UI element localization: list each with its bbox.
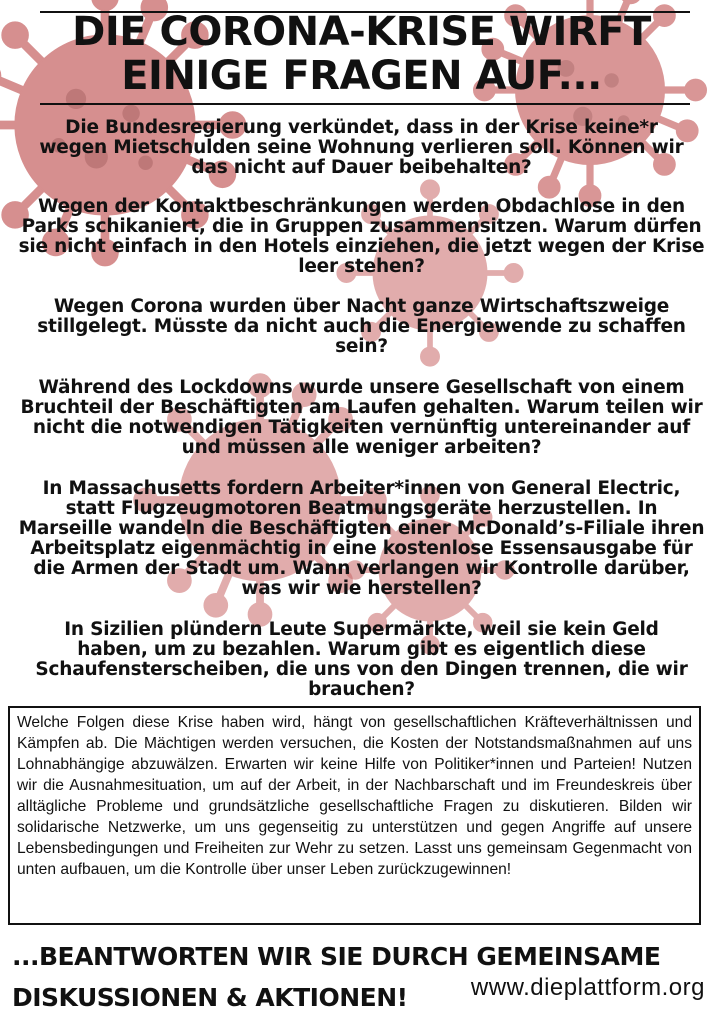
question-paragraph: In Sizilien plündern Leute Supermärkte, weil sie kein Geld haben, um zu bezahlen. Warum gibt es eigentlich diese Schaufensterscheiben, die uns von den Dingen trennen, die wir brauchen? xyxy=(35,619,688,700)
closing-line-2: DISKUSSIONEN & AKTIONEN! xyxy=(12,983,408,1012)
statement-box: Welche Folgen diese Krise haben wird, hängt von gesellschaftlichen Kräfteverhältnissen und Kämpfen ab. Die Mächtigen werden versuchen, die Kosten der Notstandsmaßnahmen auf uns Lohnabhängige abzuwälzen. Erwarten wir keine Hilfe von Politiker*innen und Parteien! Nutzen wir die Ausnahmesituation, um auf der Arbeit, in der Nachbarschaft und im Freundeskreis über alltägliche Probleme und grundsätzliche gesellschaftliche Fragen zu diskutieren. Bilden wir solidarische Netzwerke, um uns gegenseitig zu unterstützen und gegen Angriffe auf unsere Lebensbedingungen und Freiheiten zur Wehr zu setzen. Lasst uns gemeinsam Gegenmacht von unten aufbauen, um die Kontrolle über unser Leben zurückzugewinnen! xyxy=(8,706,701,925)
title-line-2: EINIGE FRAGEN AUF... xyxy=(121,53,602,99)
question-paragraph: Während des Lockdowns wurde unsere Gesellschaft von einem Bruchteil der Beschäftigten am Laufen gehalten. Warum teilen wir nicht die notwendigen Tätigkeiten vernünftig untereinander auf und müssen alle weniger arbeiten? xyxy=(20,377,703,458)
closing-line-1: ...BEANTWORTEN WIR SIE DURCH GEMEINSAME xyxy=(12,942,661,971)
question-paragraph: Wegen Corona wurden über Nacht ganze Wirtschaftszweige stillgelegt. Müsste da nicht auch die Energiewende zu schaffen sein? xyxy=(37,296,686,357)
title-line-1: DIE CORONA-KRISE WIRFT xyxy=(72,9,651,55)
question-paragraph: Die Bundesregierung verkündet, dass in der Krise keine*r wegen Mietschulden seine Wohnung verlieren soll. Können wir das nicht auf Dauer beibehalten? xyxy=(39,117,684,178)
question-paragraph: In Massachusetts fordern Arbeiter*innen von General Electric, statt Flugzeugmotoren Beatmungsgeräte herzustellen. In Marseille wandeln die Beschäftigten einer McDonald’s-Filiale ihren Arbeitsplatz eigenmächtig in eine kostenlose Essensausgabe für die Armen der Stadt um. Wann verlangen wir Kontrolle darüber, was wir wie herstellen? xyxy=(18,478,705,599)
page-title xyxy=(0,10,723,98)
question-paragraph: Wegen der Kontaktbeschränkungen werden Obdachlose in den Parks schikaniert, die in Gruppen zusammensitzen. Warum dürfen sie nicht einfach in den Hotels einziehen, die jetzt wegen der Krise leer stehen? xyxy=(18,196,705,277)
title-underline xyxy=(40,103,690,105)
website-url: www.dieplattform.org xyxy=(470,974,705,1001)
